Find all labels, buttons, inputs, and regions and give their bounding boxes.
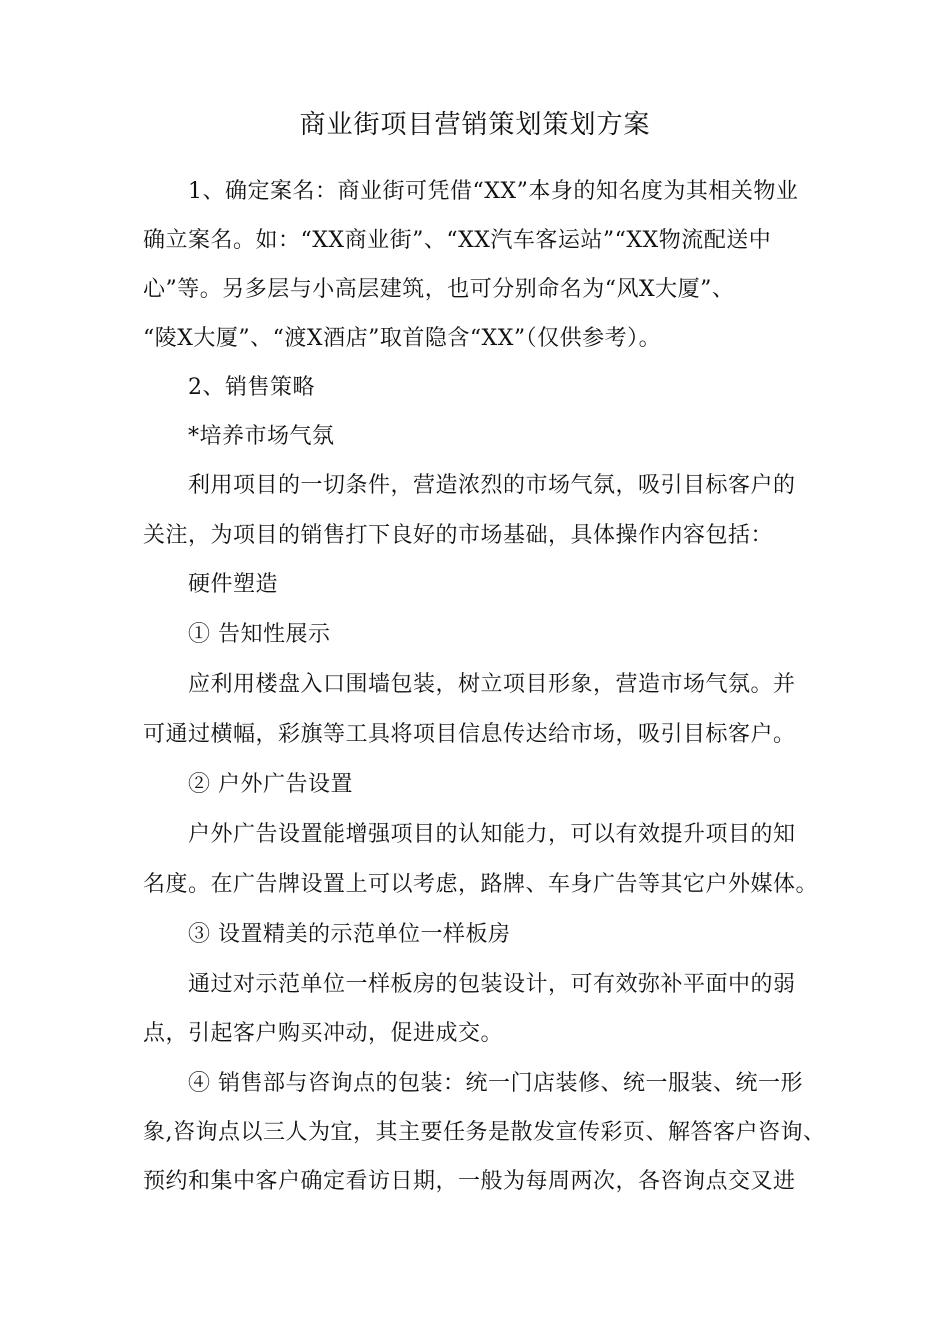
list-item-heading: ① 告知性展示: [188, 622, 331, 647]
paragraph-line: 象,咨询点以三人为宜，其主要任务是散发宣传彩页、解答客户咨询、: [143, 1120, 826, 1145]
paragraph-line: 1、确定案名：商业街可凭借“XX”本身的知名度为其相关物业: [188, 179, 799, 204]
paragraph-line: 预约和集中客户确定看访日期，一般为每周两次，各咨询点交叉进: [143, 1169, 796, 1194]
paragraph-line: 心”等。另多层与小高层建筑，也可分别命名为“风X大厦”、: [143, 277, 735, 302]
paragraph-line: 应利用楼盘入口围墙包装，树立项目形象，营造市场气氛。并: [188, 672, 796, 697]
paragraph-line: “陵X大厦”、“渡X酒店”取首隐含“XX”（仅供参考）。: [143, 326, 662, 351]
section-heading: 2、销售策略: [188, 375, 315, 400]
paragraph-line: 点，引起客户购买冲动，促进成交。: [143, 1021, 504, 1046]
paragraph-line: 户外广告设置能增强项目的认知能力，可以有效提升项目的知: [188, 822, 796, 847]
list-item-heading: ③ 设置精美的示范单位一样板房: [188, 922, 511, 947]
paragraph-line: 确立案名。如：“XX商业街”、“XX汽车客运站”“XX物流配送中: [143, 228, 772, 253]
subsection-heading: *培养市场气氛: [188, 424, 335, 449]
paragraph-line: 关注，为项目的销售打下良好的市场基础，具体操作内容包括：: [143, 523, 774, 548]
paragraph-line: 名度。在广告牌设置上可以考虑，路牌、车身广告等其它户外媒体。: [143, 872, 819, 897]
document-title: 商业街项目营销策划策划方案: [299, 110, 651, 140]
list-item-heading: ② 户外广告设置: [188, 772, 353, 797]
paragraph-line: 通过对示范单位一样板房的包装设计，可有效弥补平面中的弱: [188, 972, 796, 997]
subsection-heading: 硬件塑造: [188, 572, 279, 597]
paragraph-line: 利用项目的一切条件，营造浓烈的市场气氛，吸引目标客户的: [188, 473, 796, 498]
list-item-heading: ④ 销售部与咨询点的包装：统一门店装修、统一服装、统一形: [188, 1071, 803, 1096]
paragraph-line: 可通过横幅，彩旗等工具将项目信息传达给市场，吸引目标客户。: [143, 722, 796, 747]
